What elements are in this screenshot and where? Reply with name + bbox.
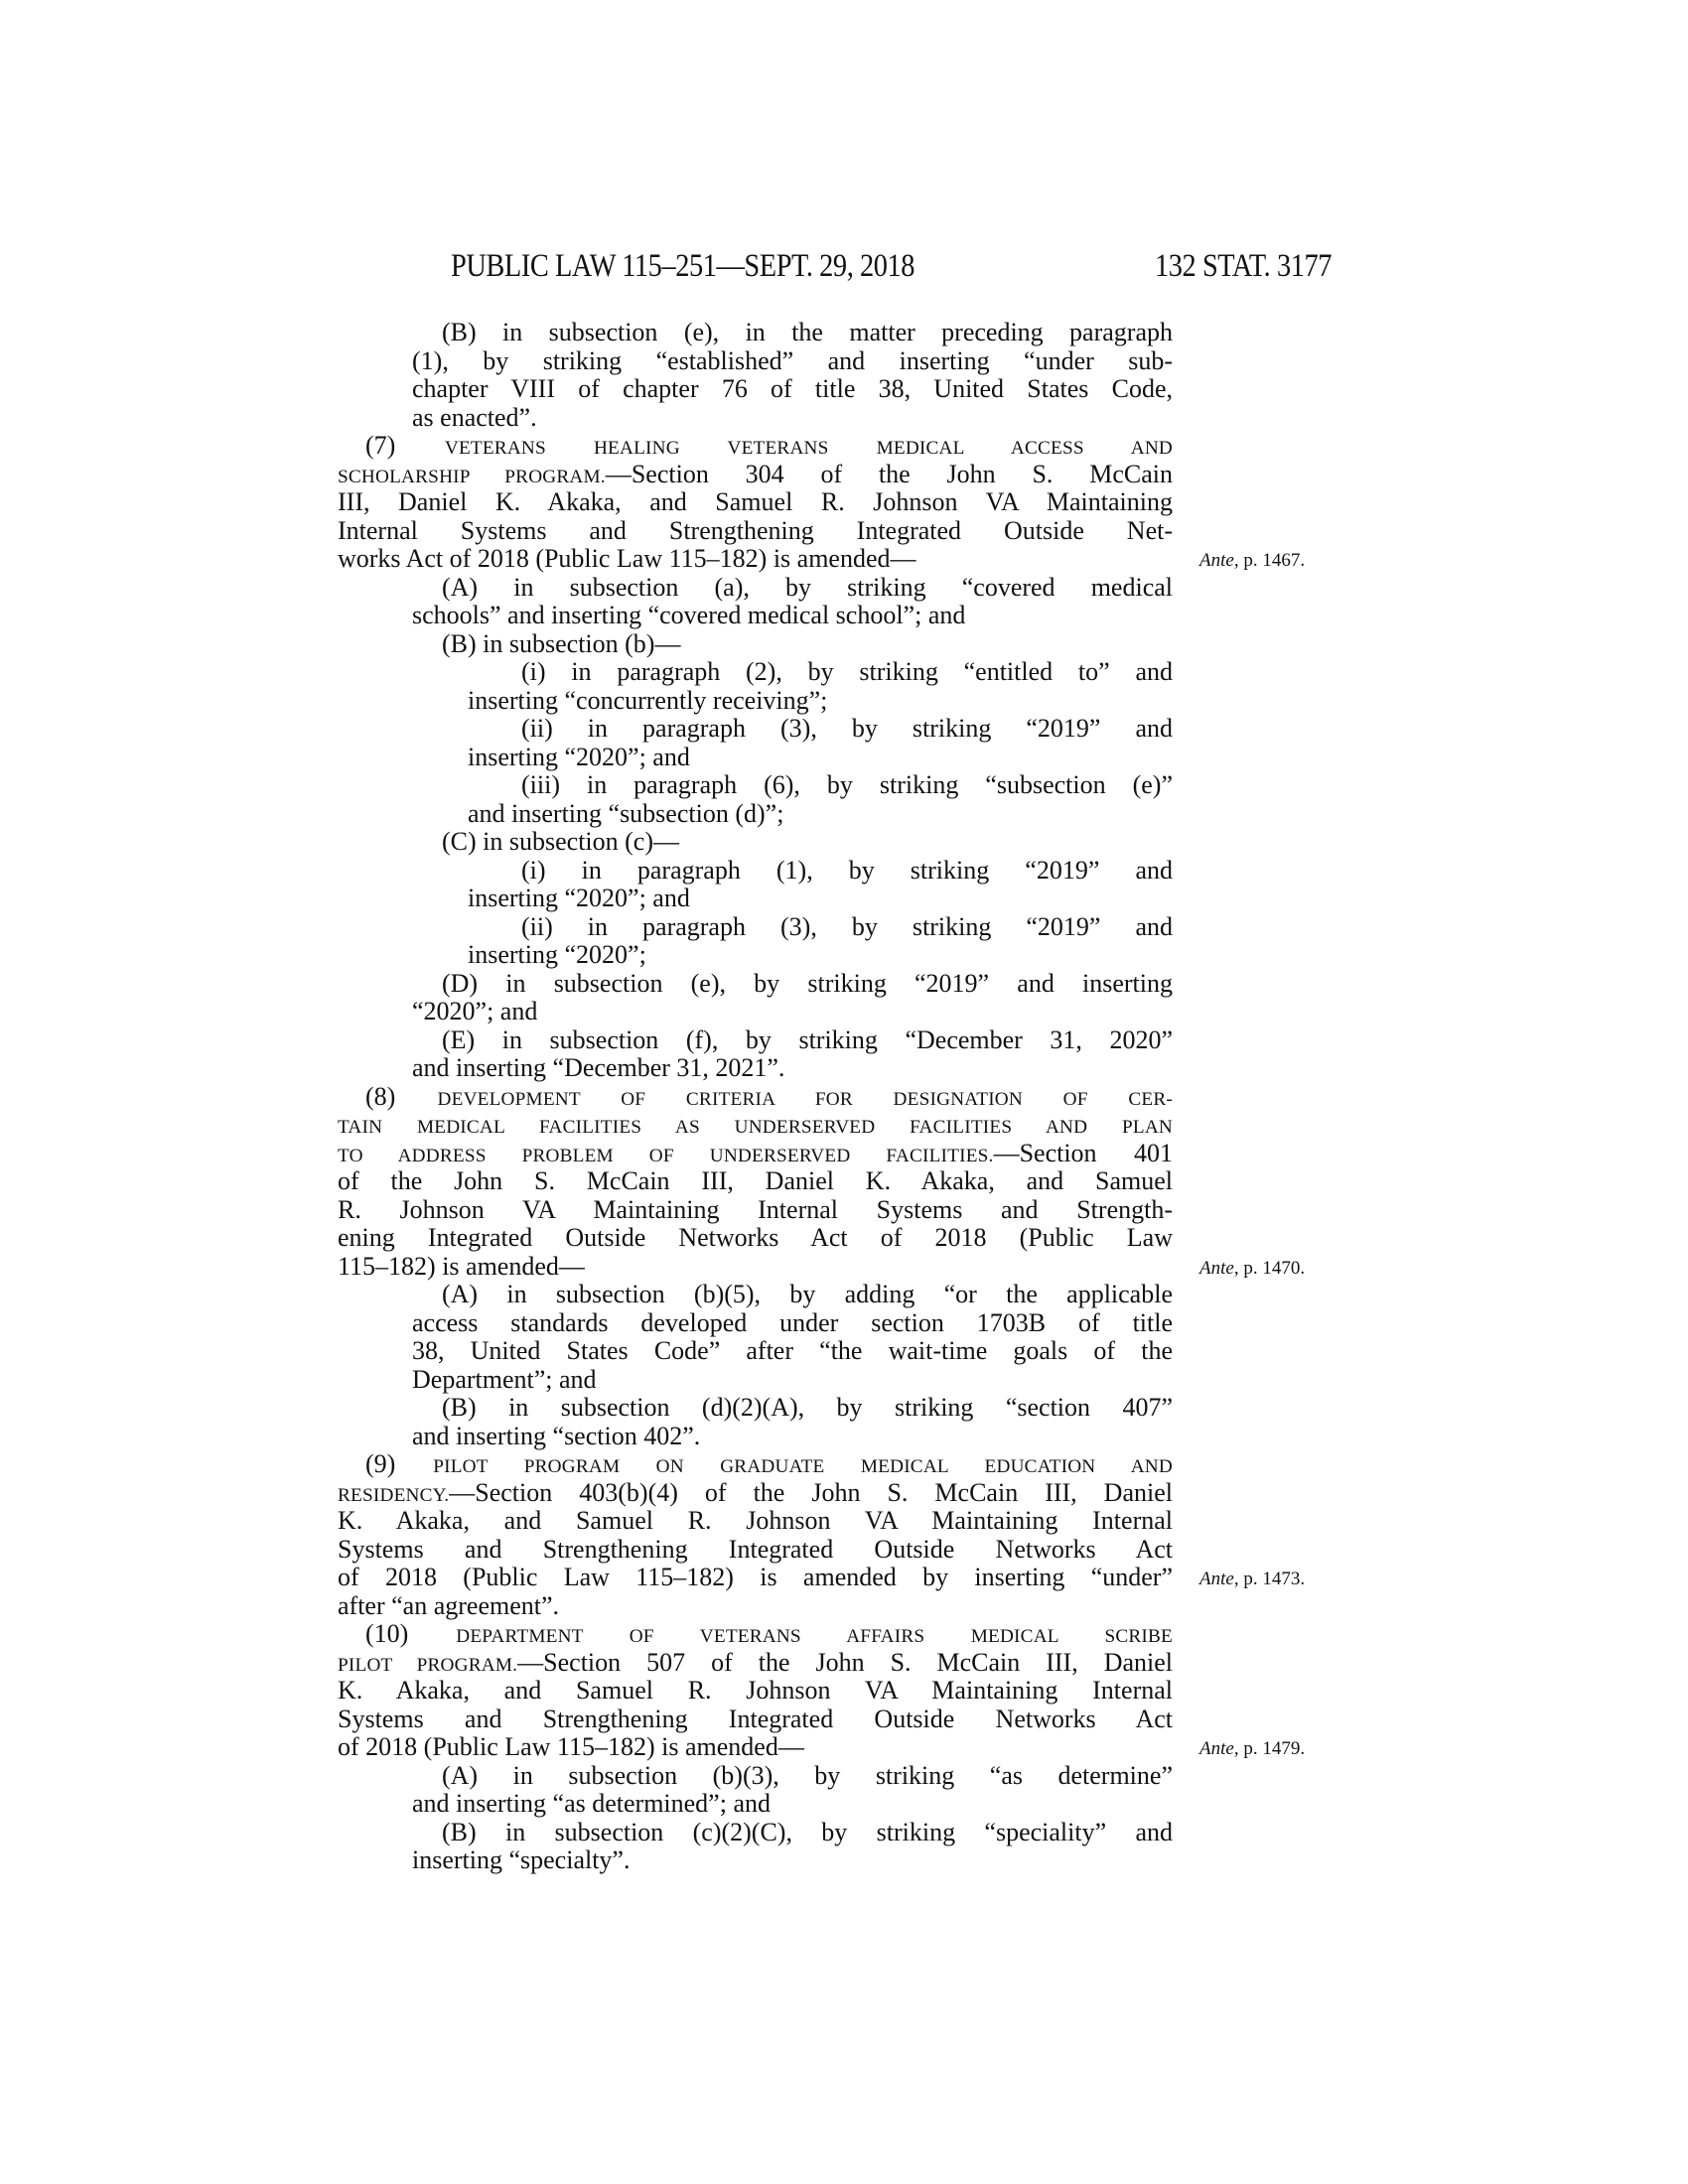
margin-note-ante: Ante: [1199, 550, 1234, 571]
text-line: [365, 1083, 1173, 1114]
text-line: [442, 828, 1173, 856]
text-line: [338, 1479, 1173, 1510]
text-line: [338, 1706, 1173, 1733]
paragraph-heading: PILOT PROGRAM ON GRADUATE MEDICAL EDUCATION AND: [433, 1456, 1173, 1477]
line-text: inserting “2020”;: [468, 940, 646, 969]
text-line: [338, 1592, 1173, 1620]
line-text: inserting “2020”; and: [468, 884, 690, 912]
text-line: [468, 800, 1173, 828]
text-line: [521, 715, 1173, 743]
text-line: [412, 1054, 1173, 1082]
text-line: [365, 432, 1173, 463]
line-text: (B) in subsection (d)(2)(A), by striking “section 407”: [442, 1393, 1173, 1422]
line-text: schools” and inserting “covered medical school”; and: [412, 601, 966, 629]
line-text: “2020”; and: [412, 997, 538, 1025]
text-line: [412, 347, 1173, 375]
paragraph-heading: VETERANS HEALING VETERANS MEDICAL ACCESS AND: [444, 438, 1173, 459]
text-line: [338, 1167, 1173, 1195]
line-text: 38, United States Code” after “the wait-time goals of the: [412, 1336, 1173, 1365]
margin-note-ante: Ante: [1199, 1738, 1234, 1759]
line-text: chapter VIII of chapter 76 of title 38, United States Code,: [412, 374, 1173, 403]
text-line: [412, 1423, 1173, 1450]
margin-note: [1199, 1566, 1305, 1593]
text-line: [338, 1111, 1173, 1142]
line-text: Department”; and: [412, 1364, 597, 1394]
line-text: and inserting “December 31, 2021”.: [412, 1053, 785, 1082]
line-text: and inserting “subsection (d)”;: [468, 798, 784, 828]
paragraph-number: (8): [365, 1081, 438, 1111]
text-line: [412, 404, 1173, 432]
line-text: (i) in paragraph (1), by striking “2019” and: [521, 855, 1173, 885]
paragraph-number: (7): [365, 431, 445, 460]
margin-note: [1199, 547, 1305, 575]
line-text: (B) in subsection (c)(2)(C), by striking “speciality” and: [442, 1817, 1173, 1846]
margin-note-page: , p. 1467.: [1233, 550, 1306, 571]
text-line: [412, 998, 1173, 1025]
line-text: inserting “specialty”.: [412, 1845, 631, 1874]
paragraph-heading: TO ADDRESS PROBLEM OF UNDERSERVED FACILITIES.: [338, 1145, 994, 1166]
line-text: (E) in subsection (f), by striking “December 31, 2020”: [442, 1024, 1173, 1054]
margin-note-page: , p. 1470.: [1233, 1257, 1306, 1279]
text-line: [468, 744, 1173, 771]
text-line: [521, 771, 1173, 799]
running-header-title: PUBLIC LAW 115–251—SEPT. 29, 2018: [451, 248, 915, 284]
text-line: [412, 1846, 1173, 1874]
margin-note-ante: Ante: [1199, 1257, 1234, 1279]
text-line: [442, 1394, 1173, 1422]
text-line: [521, 658, 1173, 686]
line-text: (ii) in paragraph (3), by striking “2019” and: [521, 911, 1173, 941]
text-line: [338, 1224, 1173, 1252]
line-text: inserting “2020”; and: [468, 742, 690, 771]
line-text: (A) in subsection (a), by striking “covered medical: [442, 572, 1173, 602]
line-text: as enacted”.: [412, 402, 537, 432]
line-text: 115–182) is amended—: [338, 1251, 585, 1281]
paragraph-heading: SCHOLARSHIP PROGRAM.: [338, 466, 606, 487]
text-line: [442, 574, 1173, 602]
line-text: K. Akaka, and Samuel R. Johnson VA Maintaining Internal: [338, 1676, 1173, 1705]
paragraph-heading: RESIDENCY.: [338, 1484, 450, 1506]
text-line: [442, 1281, 1173, 1308]
line-text: —Section 304 of the John S. McCain: [605, 459, 1173, 488]
line-text: (ii) in paragraph (3), by striking “2019” and: [521, 714, 1173, 743]
text-line: [338, 1536, 1173, 1564]
line-text: of 2018 (Public Law 115–182) is amended—: [338, 1732, 804, 1761]
text-line: [412, 1337, 1173, 1365]
line-text: after “an agreement”.: [338, 1590, 560, 1620]
line-text: (C) in subsection (c)—: [442, 827, 680, 856]
margin-note-page: , p. 1479.: [1233, 1738, 1306, 1759]
line-text: III, Daniel K. Akaka, and Samuel R. Johnson VA Maintaining: [338, 487, 1173, 516]
text-line: [338, 545, 1173, 573]
text-line: [338, 1196, 1173, 1224]
line-text: Systems and Strengthening Integrated Outside Networks Act: [338, 1704, 1173, 1733]
line-text: Internal Systems and Strengthening Integrated Outside Net-: [338, 515, 1173, 545]
text-line: [338, 1140, 1173, 1170]
text-line: [412, 1309, 1173, 1337]
text-line: [521, 913, 1173, 941]
paragraph-heading: DEPARTMENT OF VETERANS AFFAIRS MEDICAL SCRIBE: [456, 1626, 1173, 1647]
text-line: [412, 1790, 1173, 1818]
line-text: (i) in paragraph (2), by striking “entitled to” and: [521, 657, 1173, 686]
line-text: (A) in subsection (b)(3), by striking “as determine”: [442, 1760, 1173, 1790]
line-text: (B) in subsection (b)—: [442, 628, 681, 658]
text-line: [442, 970, 1173, 998]
text-line: [338, 1677, 1173, 1705]
line-text: (1), by striking “established” and inserting “under sub-: [412, 345, 1173, 375]
text-line: [442, 319, 1173, 346]
text-line: [468, 941, 1173, 969]
line-text: of the John S. McCain III, Daniel K. Akaka, and Samuel: [338, 1166, 1173, 1195]
line-text: —Section 401: [993, 1138, 1173, 1167]
margin-note: [1199, 1255, 1305, 1283]
line-text: ening Integrated Outside Networks Act of 2018 (Public Law: [338, 1223, 1173, 1252]
text-line: [338, 1253, 1173, 1281]
text-line: [338, 1507, 1173, 1535]
text-line: [338, 1564, 1173, 1591]
line-text: access standards developed under section 1703B of title: [412, 1307, 1173, 1337]
line-text: R. Johnson VA Maintaining Internal Systems and Strength-: [338, 1194, 1173, 1224]
line-text: —Section 507 of the John S. McCain III, Daniel: [517, 1647, 1173, 1677]
line-text: (D) in subsection (e), by striking “2019” and inserting: [442, 968, 1173, 998]
text-line: [365, 1620, 1173, 1651]
line-text: and inserting “as determined”; and: [412, 1789, 771, 1818]
margin-note: [1199, 1735, 1305, 1763]
line-text: of 2018 (Public Law 115–182) is amended by inserting “under”: [338, 1563, 1173, 1591]
text-line: [442, 1026, 1173, 1054]
paragraph-number: (9): [365, 1449, 434, 1478]
line-text: and inserting “section 402”.: [412, 1421, 701, 1450]
line-text: —Section 403(b)(4) of the John S. McCain III, Daniel: [449, 1477, 1173, 1507]
page-citation: 132 STAT. 3177: [1155, 248, 1333, 284]
text-line: [338, 1649, 1173, 1680]
text-line: [365, 1450, 1173, 1481]
text-line: [412, 602, 1173, 629]
text-line: [442, 1819, 1173, 1846]
line-text: works Act of 2018 (Public Law 115–182) is amended—: [338, 544, 916, 573]
margin-note-ante: Ante: [1199, 1569, 1234, 1589]
text-line: [468, 687, 1173, 715]
text-line: [412, 1366, 1173, 1394]
line-text: (iii) in paragraph (6), by striking “subsection (e)”: [521, 770, 1173, 799]
text-line: [338, 461, 1173, 491]
text-line: [442, 630, 1173, 658]
text-line: [442, 1762, 1173, 1790]
text-line: [338, 488, 1173, 516]
text-line: [521, 857, 1173, 885]
paragraph-heading: DEVELOPMENT OF CRITERIA FOR DESIGNATION OF CER-: [437, 1088, 1173, 1110]
line-text: inserting “concurrently receiving”;: [468, 685, 828, 715]
text-line: [338, 1733, 1173, 1761]
line-text: (B) in subsection (e), in the matter preceding paragraph: [442, 318, 1173, 346]
line-text: Systems and Strengthening Integrated Outside Networks Act: [338, 1534, 1173, 1564]
text-line: [338, 517, 1173, 545]
paragraph-heading: TAIN MEDICAL FACILITIES AS UNDERSERVED FACILITIES AND PLAN: [338, 1117, 1173, 1138]
line-text: K. Akaka, and Samuel R. Johnson VA Maintaining Internal: [338, 1506, 1173, 1535]
margin-note-page: , p. 1473.: [1233, 1569, 1306, 1589]
line-text: (A) in subsection (b)(5), by adding “or the applicable: [442, 1280, 1173, 1308]
text-line: [412, 375, 1173, 403]
text-line: [468, 885, 1173, 912]
paragraph-heading: PILOT PROGRAM.: [338, 1654, 518, 1676]
paragraph-number: (10): [365, 1619, 457, 1648]
